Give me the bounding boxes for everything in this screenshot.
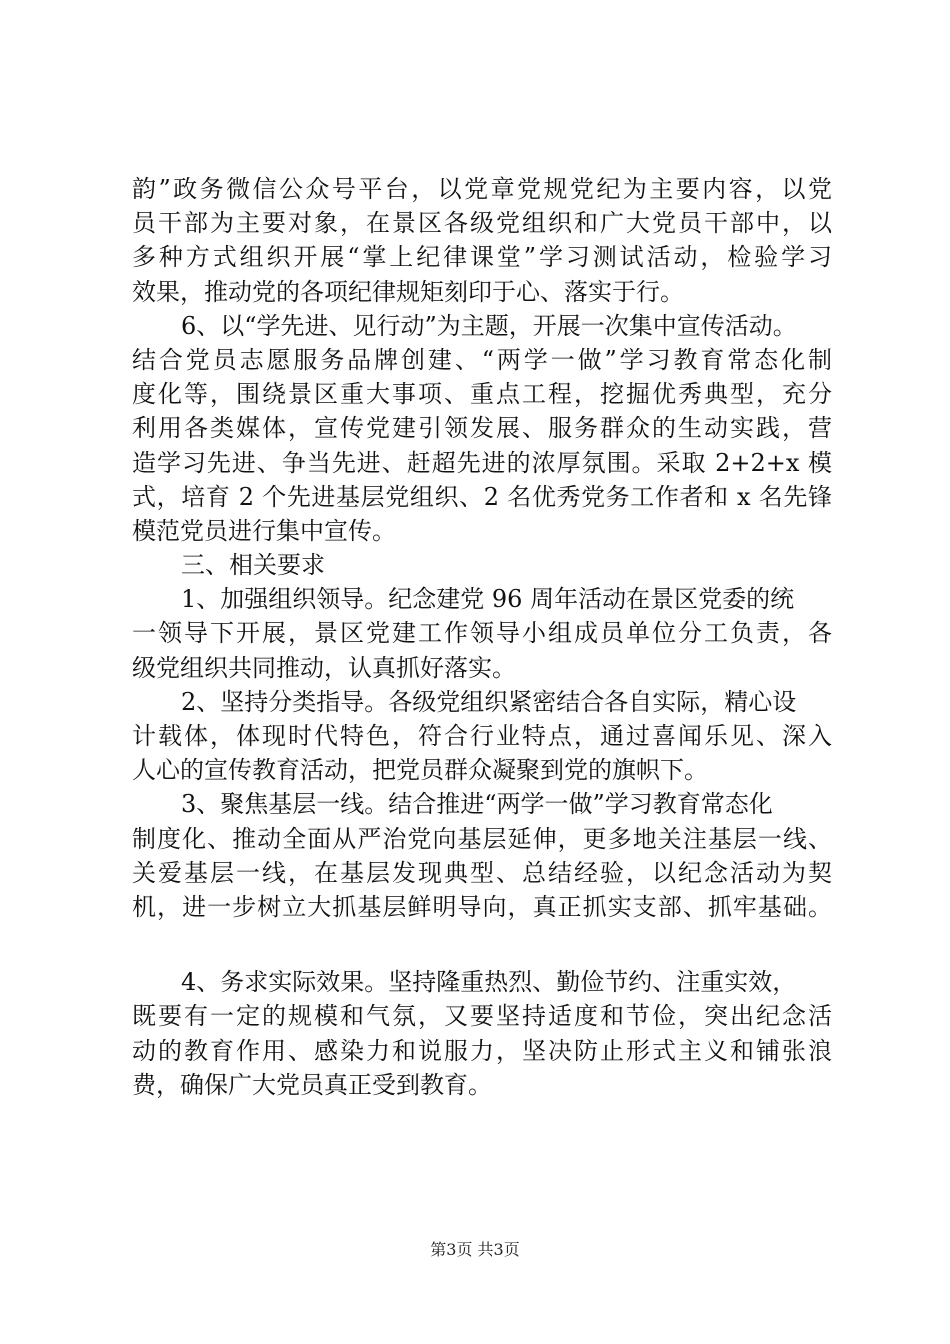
text-line-15: 级党组织共同推动，认真抓好落实。 bbox=[132, 653, 516, 682]
text-line-24: 既要有一定的规模和气氛，又要坚持适度和节俭，突出纪念活 bbox=[132, 1002, 832, 1031]
text-line-21: 关爱基层一线，在基层发现典型、总结经验，以纪念活动为契 bbox=[132, 858, 832, 887]
text-line-11: 模范党员进行集中宣传。 bbox=[132, 516, 396, 545]
text-line-1: 韵”政务微信公众号平台，以党章党规党纪为主要内容，以党 bbox=[132, 175, 832, 203]
document-body bbox=[132, 172, 832, 1102]
text-line-22: 机，进一步树立大抓基层鲜明导向，真正抓实支部、抓牢基础。 bbox=[132, 892, 832, 921]
text-line-16: 2、坚持分类指导。各级党组织紧密结合各自实际，精心设 bbox=[181, 687, 797, 716]
text-line-25: 动的教育作用、感染力和说服力，坚决防止形式主义和铺张浪 bbox=[132, 1036, 832, 1065]
text-line-13: 1、加强组织领导。纪念建党 96 周年活动在景区党委的统 bbox=[181, 585, 795, 614]
text-line-9: 造学习先进、争当先进、赶超先进的浓厚氛围。采取 2+2+x 模 bbox=[132, 448, 832, 477]
text-line-5: 6、以“学先进、见行动”为主题，开展一次集中宣传活动。 bbox=[181, 311, 797, 340]
text-line-6: 结合党员志愿服务品牌创建、“两学一做”学习教育常态化制 bbox=[132, 345, 832, 374]
text-line-20: 制度化、推动全面从严治党向基层延伸，更多地关注基层一线、 bbox=[132, 824, 832, 853]
text-line-10: 式，培育 2 个先进基层党组织、2 名优秀党务工作者和 x 名先锋 bbox=[132, 482, 832, 511]
text-line-23: 4、务求实际效果。坚持隆重热烈、勤俭节约、注重实效， bbox=[181, 968, 797, 997]
text-line-7: 度化等，围绕景区重大事项、重点工程，挖掘优秀典型，充分 bbox=[132, 380, 832, 409]
paragraph-gap bbox=[132, 924, 832, 965]
text-line-2: 员干部为主要对象，在景区各级党组织和广大党员干部中，以 bbox=[132, 209, 832, 238]
text-line-3: 多种方式组织开展“掌上纪律课堂”学习测试活动，检验学习 bbox=[132, 243, 832, 272]
page-number-footer: 第3页 共3页 bbox=[430, 1240, 520, 1259]
text-line-26: 费，确保广大党员真正受到教育。 bbox=[132, 1070, 492, 1099]
text-line-4: 效果，推动党的各项纪律规矩刻印于心、落实于行。 bbox=[132, 277, 684, 306]
text-line-19: 3、聚焦基层一线。结合推进“两学一做”学习教育常态化 bbox=[181, 790, 773, 819]
section-heading-requirements: 三、相关要求 bbox=[181, 551, 325, 580]
text-line-14: 一领导下开展，景区党建工作领导小组成员单位分工负责，各 bbox=[132, 619, 832, 648]
text-line-8: 利用各类媒体，宣传党建引领发展、服务群众的生动实践，营 bbox=[132, 414, 832, 443]
text-line-18: 人心的宣传教育活动，把党员群众凝聚到党的旗帜下。 bbox=[132, 756, 708, 785]
text-line-17: 计载体，体现时代特色，符合行业特点，通过喜闻乐见、深入 bbox=[132, 722, 832, 750]
